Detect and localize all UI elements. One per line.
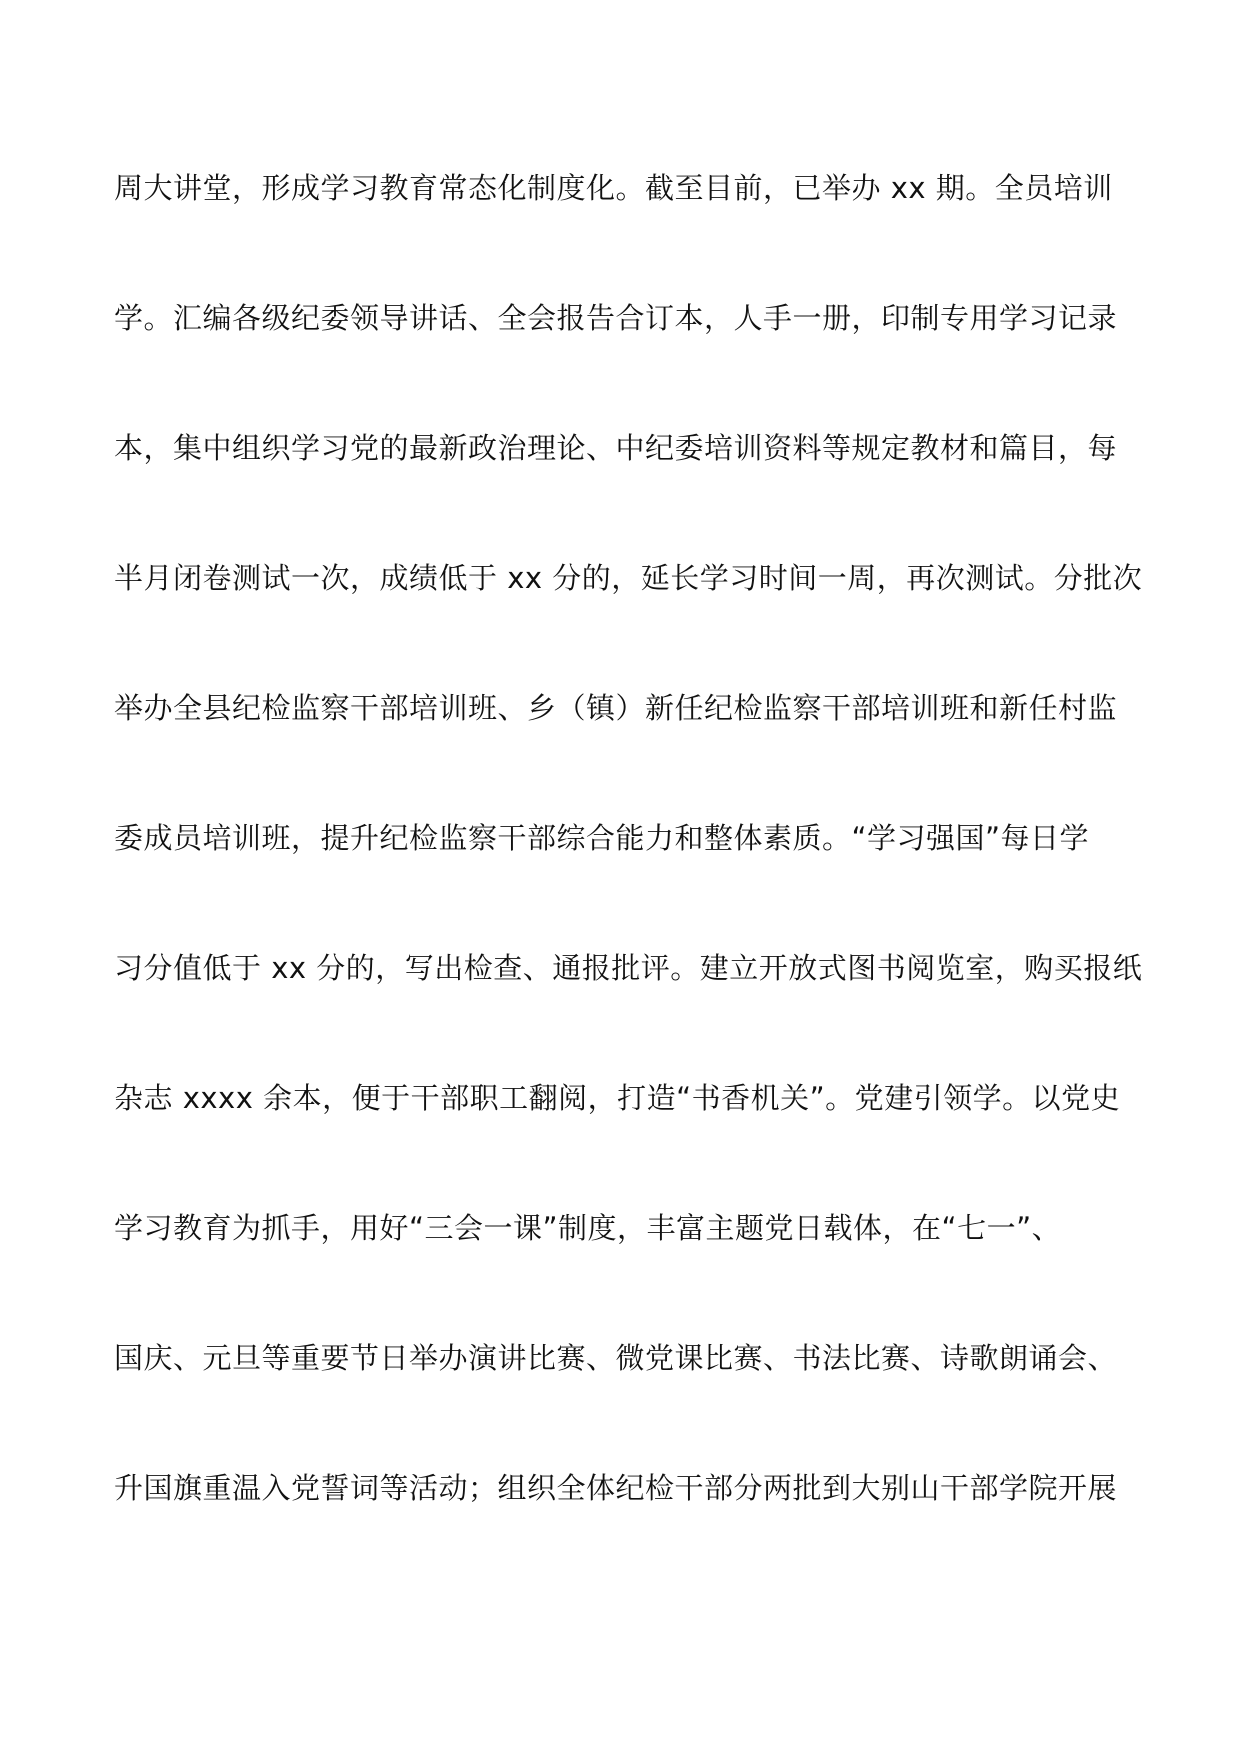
- text-line-1: 周大讲堂，形成学习教育常态化制度化。截至目前，已举办 xx 期。全员培训: [114, 171, 1113, 205]
- text-line-2: 学。汇编各级纪委领导讲话、全会报告合订本，人手一册，印制专用学习记录: [114, 301, 1118, 335]
- text-line-5: 举办全县纪检监察干部培训班、乡（镇）新任纪检监察干部培训班和新任村监: [114, 691, 1118, 725]
- text-line-7: 习分值低于 xx 分的，写出检查、通报批评。建立开放式图书阅览室，购买报纸: [114, 951, 1143, 985]
- text-line-9: 学习教育为抓手，用好“三会一课”制度，丰富主题党日载体，在“七一”、: [114, 1211, 1062, 1245]
- text-line-3: 本，集中组织学习党的最新政治理论、中纪委培训资料等规定教材和篇目，每: [114, 431, 1118, 465]
- text-line-6: 委成员培训班，提升纪检监察干部综合能力和整体素质。“学习强国”每日学: [114, 821, 1090, 855]
- text-line-10: 国庆、元旦等重要节日举办演讲比赛、微党课比赛、书法比赛、诗歌朗诵会、: [114, 1341, 1118, 1375]
- text-line-8: 杂志 xxxx 余本，便于干部职工翻阅，打造“书香机关”。党建引领学。以党史: [114, 1081, 1121, 1115]
- text-line-11: 升国旗重温入党誓词等活动；组织全体纪检干部分两批到大别山干部学院开展: [114, 1471, 1118, 1505]
- body-text: [114, 168, 1143, 1598]
- text-line-4: 半月闭卷测试一次，成绩低于 xx 分的，延长学习时间一周，再次测试。分批次: [114, 561, 1143, 595]
